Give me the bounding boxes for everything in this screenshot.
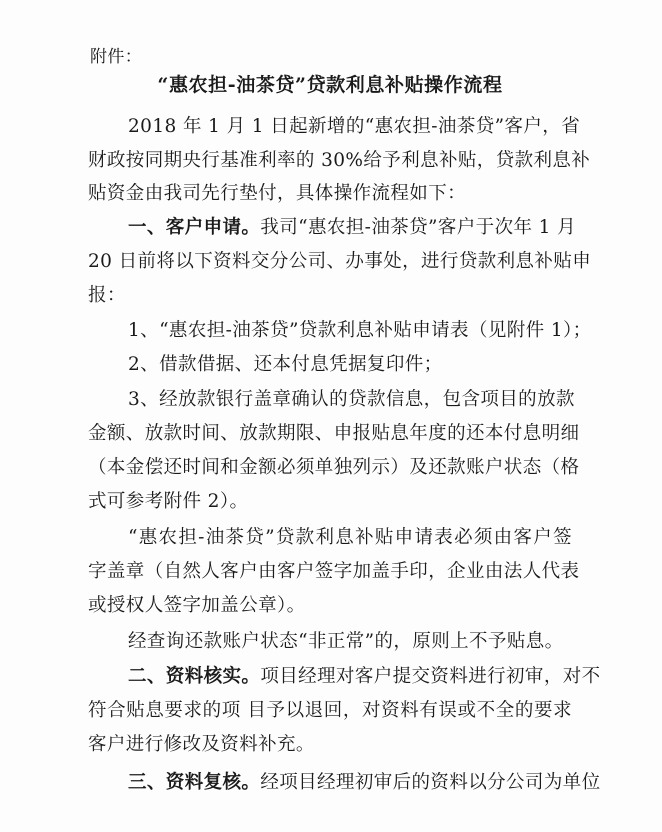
section1-item-3-line-1: 3、经放款银行盖章确认的贷款信息，包含项目的放款	[128, 389, 575, 410]
section1-item-1: 1、“惠农担-油茶贷”贷款利息补贴申请表（见附件 1）；	[128, 320, 592, 341]
section1-note-line-2: 字盖章（自然人客户由客户签字加盖手印，企业由法人代表	[88, 561, 580, 582]
section1-note-line-3: 或授权人签字加盖公章）。	[88, 595, 306, 616]
section2-heading: 二、资料核实。	[128, 666, 261, 687]
section2-line-2: 符合贴息要求的项 目予以退回，对资料有误或不全的要求	[88, 700, 572, 721]
section1-line-3: 报：	[88, 285, 126, 306]
intro-line-3: 贴资金由我司先行垫付，具体操作流程如下：	[88, 183, 467, 204]
intro-line-2: 财政按同期央行基准利率的 30%给予利息补贴，贷款利息补	[88, 150, 591, 171]
section3-line-1-text: 经项目经理初审后的资料以分公司为单位	[260, 772, 601, 793]
section2-line-3: 客户进行修改及资料补充。	[88, 734, 315, 755]
section1-item-3-line-4: 式可参考附件 2）。	[88, 491, 249, 512]
section1-check: 经查询还款账户状态“非正常”的，原则上不予贴息。	[128, 631, 564, 652]
section1-item-2: 2、借款借据、还本付息凭据复印件；	[128, 354, 443, 375]
intro-line-1: 2018 年 1 月 1 日起新增的“惠农担-油茶贷”客户，省	[128, 116, 581, 137]
section1-line-2: 20 日前将以下资料交分公司、办事处，进行贷款利息补贴申	[88, 251, 592, 272]
section1-heading: 一、客户申请。	[128, 217, 261, 238]
section2-line-1	[88, 664, 601, 690]
section1-line-1-text: 我司“惠农担-油茶贷”客户于次年 1 月	[260, 217, 577, 238]
attachment-label: 附件：	[90, 47, 143, 67]
page-title: “惠农担-油茶贷”贷款利息补贴操作流程	[157, 74, 503, 96]
section1-item-3-line-2: 金额、放款时间、放款期限、申报贴息年度的还本付息明细	[88, 423, 580, 444]
section1-item-3-line-3: （本金偿还时间和金额必须单独列示）及还款账户状态（格	[88, 457, 580, 478]
section2-line-1-text: 项目经理对客户提交资料进行初审，对不	[260, 666, 601, 687]
section1-note-line-1: “惠农担-油茶贷”贷款利息补贴申请表必须由客户签	[128, 527, 572, 548]
section3-heading: 三、资料复核。	[128, 772, 261, 793]
section3-line-1	[88, 770, 601, 796]
section1-line-1	[88, 215, 577, 241]
